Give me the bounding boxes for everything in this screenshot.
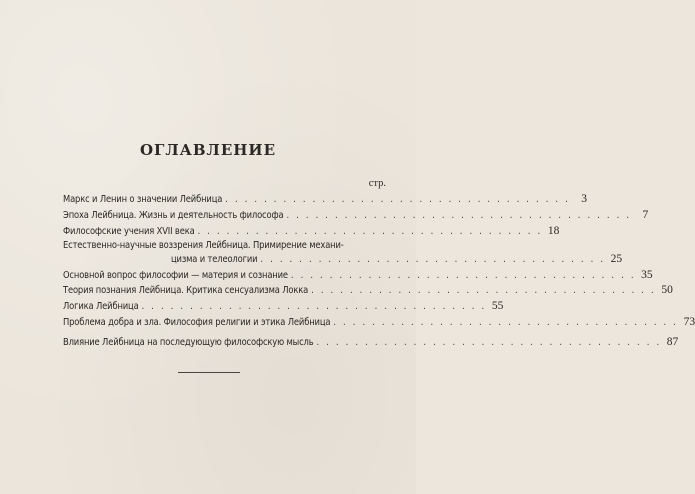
- dot-leader: . . . . . . . . . . . . . . . . . . . . . . . . . . . . . . . . . . . .: [197, 225, 543, 237]
- toc-entry-title: Основной вопрос философии — материя и сознание: [63, 269, 288, 281]
- toc-entry-title-continued: цизма и телеологии: [171, 253, 258, 265]
- toc-entry: [63, 224, 560, 239]
- toc-entry-page: 3: [581, 193, 587, 205]
- closing-rule: [178, 372, 240, 373]
- toc-entry: [63, 300, 504, 314]
- toc-entry: [63, 335, 679, 350]
- toc-entry-title: Естественно-научные воззрения Лейбница. Примирение механи-: [63, 240, 344, 252]
- page-column-label: стр.: [368, 178, 386, 189]
- toc-entry: [63, 268, 653, 283]
- dot-leader: . . . . . . . . . . . . . . . . . . . . . . . . . . . . . . . . . . . .: [225, 194, 570, 205]
- toc-entry: [63, 284, 673, 298]
- toc-entry-continuation: [63, 252, 623, 267]
- toc-entry-title: Маркс и Ленин о значении Лейбница: [63, 194, 223, 205]
- toc-entry-title: Влияние Лейбница на последующую философскую мысль: [63, 336, 314, 348]
- toc-entry-page: 87: [666, 335, 679, 348]
- toc-entry-page: 55: [491, 300, 504, 313]
- dot-leader: . . . . . . . . . . . . . . . . . . . . . . . . . . . . . . . . . . . .: [260, 253, 606, 265]
- page-title: ОГЛАВЛЕНИЕ: [139, 141, 277, 159]
- toc-entry: [63, 193, 587, 207]
- toc-entry-page: 50: [661, 284, 673, 297]
- toc-entry-title: Теория познания Лейбница. Критика сенсуализма Локка: [63, 285, 309, 297]
- toc-entry-title: Эпоха Лейбница. Жизнь и деятельность философа: [63, 209, 284, 221]
- dot-leader: . . . . . . . . . . . . . . . . . . . . . . . . . . . . . . . . . . . .: [290, 269, 636, 281]
- toc-entry-title: Проблема добра и зла. Философия религии и этика Лейбница: [63, 317, 331, 329]
- toc-entry-page: 35: [641, 268, 653, 281]
- toc-entry-title: Логика Лейбница: [63, 301, 139, 313]
- toc-entry: [63, 240, 623, 266]
- toc-entry: [63, 208, 649, 223]
- toc-entry: [63, 316, 695, 330]
- dot-leader: . . . . . . . . . . . . . . . . . . . . . . . . . . . . . . . . . . . .: [141, 301, 487, 313]
- dot-leader: . . . . . . . . . . . . . . . . . . . . . . . . . . . . . . . . . . . .: [286, 209, 632, 221]
- toc-entry-page: 18: [547, 224, 560, 237]
- dot-leader: . . . . . . . . . . . . . . . . . . . . . . . . . . . . . . . . . . . .: [316, 336, 662, 348]
- dot-leader: . . . . . . . . . . . . . . . . . . . . . . . . . . . . . . . . . . . .: [333, 317, 679, 329]
- toc-entry-page: 7: [642, 208, 649, 221]
- toc-entry-page: 25: [610, 252, 623, 265]
- table-of-contents: [63, 193, 695, 349]
- toc-entry-title: Философские учения XVII века: [63, 225, 195, 237]
- dot-leader: . . . . . . . . . . . . . . . . . . . . . . . . . . . . . . . . . . . .: [311, 285, 656, 297]
- toc-entry-page: 73: [683, 316, 695, 329]
